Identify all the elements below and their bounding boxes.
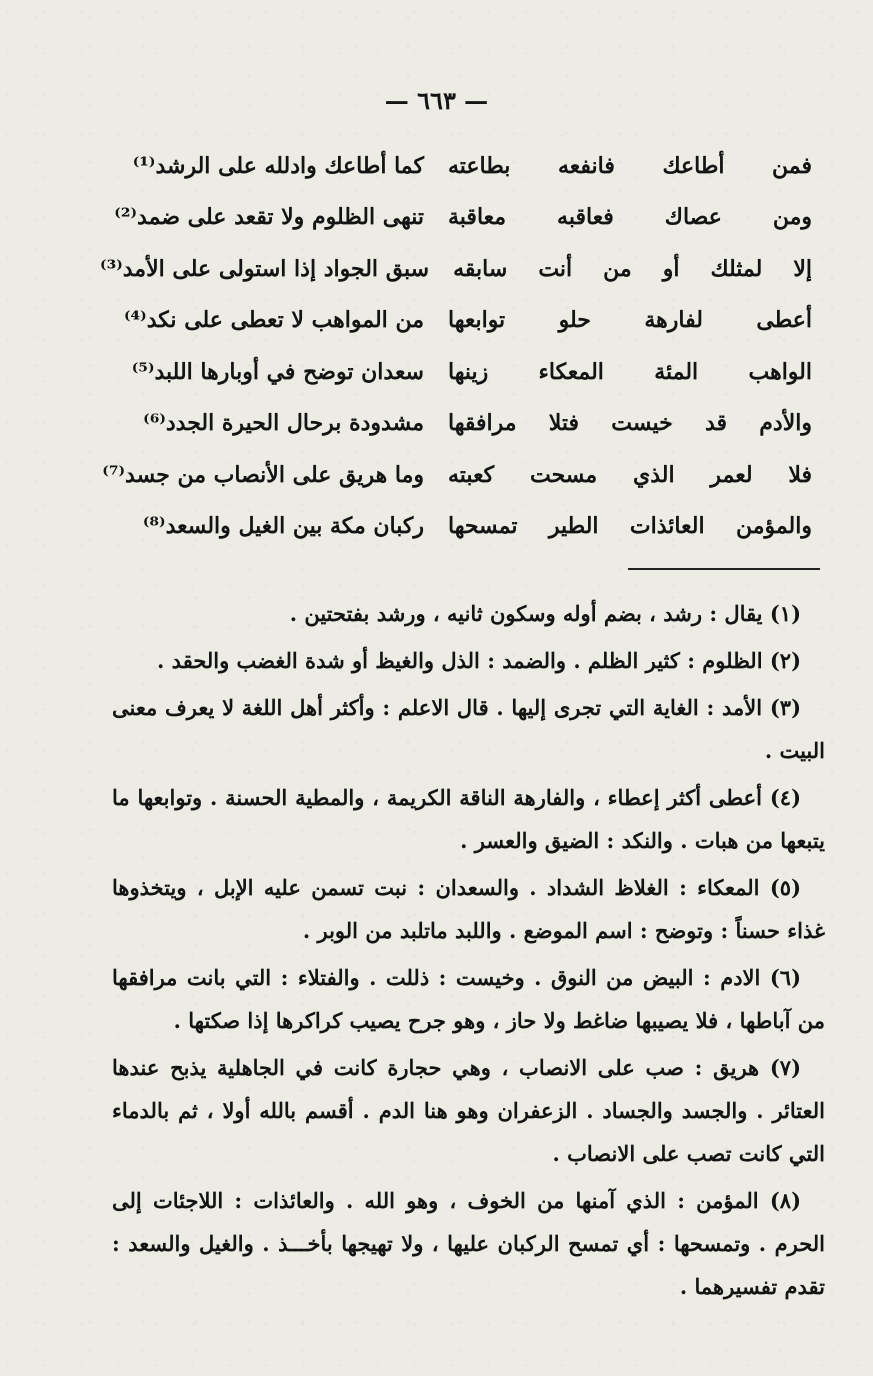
verse-second-hemistich: تنهى الظلوم ولا تقعد على ضمد⁽²⁾ (114, 204, 424, 231)
verse-second-hemistich: ركبان مكة بين الغيل والسعد⁽⁸⁾ (142, 513, 424, 540)
footnote: (١) يقال : رشد ، بضم أوله وسكون ثانيه ، ورشد بفتحتين . (289, 601, 801, 626)
verse-second-hemistich: سعدان توضح في أوبارها اللبد⁽⁵⁾ (131, 358, 424, 385)
footnote: (٢) الظلوم : كثير الظلم . والضمد : الذل والغيظ أو شدة الغضب والحقد . (157, 648, 801, 673)
verse-second-hemistich: مشدودة برحال الحيرة الجدد⁽⁶⁾ (143, 410, 424, 437)
verse-second-hemistich: وما هريق على الأنصاب من جسد⁽⁷⁾ (102, 461, 424, 488)
verse-line (100, 449, 820, 501)
verse-second-hemistich: سبق الجواد إذا استولى على الأمد⁽³⁾ (100, 255, 430, 282)
footnote-separator (628, 568, 820, 570)
verse-line (100, 295, 820, 347)
verse-first-hemistich: إلا لمثلك أو من أنت سابقه (453, 255, 812, 282)
verse-first-hemistich: والمؤمن العائذات الطير تمسحها (448, 513, 812, 540)
verse-second-hemistich: كما أطاعك وادلله على الرشد⁽¹⁾ (132, 152, 424, 179)
verse-first-hemistich: ومن عصاك فعاقبه معاقبة (448, 204, 812, 231)
footnote: (٥) المعكاء : الغلاظ الشداد . والسعدان : نبت تسمن عليه الإبل ، ويتخذوها غذاء حسناً : وتوضح : اسم الموضع . واللبد ماتلبد من الوبر . (112, 875, 825, 943)
verse-first-hemistich: الواهب المئة المعكاء زينها (448, 358, 812, 385)
footnote: (٣) الأمد : الغاية التي تجرى إليها . قال الاعلم : وأكثر أهل اللغة لا يعرف معنى البيت . (112, 695, 825, 763)
poem-verses (100, 140, 820, 552)
footnotes (112, 592, 825, 1312)
footnote: (٧) هريق : صب على الانصاب ، وهي حجارة كانت في الجاهلية يذبح عندها العتائر . والجسد والجساد . الزعفران وهو هنا الدم . أقسم بالله أولا ، ثم بالدماء التي كانت تصب على الانصاب . (112, 1055, 825, 1166)
verse-first-hemistich: أعطى لفارهة حلو توابعها (448, 307, 812, 334)
verse-line (100, 398, 820, 450)
verse-first-hemistich: والأدم قد خيست فتلا مرافقها (448, 410, 812, 437)
verse-line (100, 192, 820, 244)
footnote: (٨) المؤمن : الذي آمنها من الخوف ، وهو الله . والعائذات : اللاجئات إلى الحرم . وتمسحها : أي تمسح الركبان عليها ، ولا تهيجها بأخـــذ . والغيل والسعد : تقدم تفسيرهما . (112, 1188, 825, 1299)
verse-line (100, 243, 820, 295)
footnote: (٦) الادم : البيض من النوق . وخيست : ذللت . والفتلاء : التي بانت مرافقها من آباطها ، فلا يصيبها ضاغط ولا حاز ، وهو جرح يصيب كراكرها إذا صكتها . (112, 965, 825, 1033)
verse-first-hemistich: فلا لعمر الذي مسحت كعبته (448, 461, 812, 488)
verse-line (100, 140, 820, 192)
verse-line (100, 501, 820, 553)
footnote: (٤) أعطى أكثر إعطاء ، والفارهة الناقة الكريمة ، والمطية الحسنة . وتوابعها ما يتبعها من هبات . والنكد : الضيق والعسر . (112, 785, 825, 853)
verse-line (100, 346, 820, 398)
verse-first-hemistich: فمن أطاعك فانفعه بطاعته (448, 152, 812, 179)
page-number: — ٦٦٣ — (384, 86, 489, 115)
verse-second-hemistich: من المواهب لا تعطى على نكد⁽⁴⁾ (123, 307, 424, 334)
